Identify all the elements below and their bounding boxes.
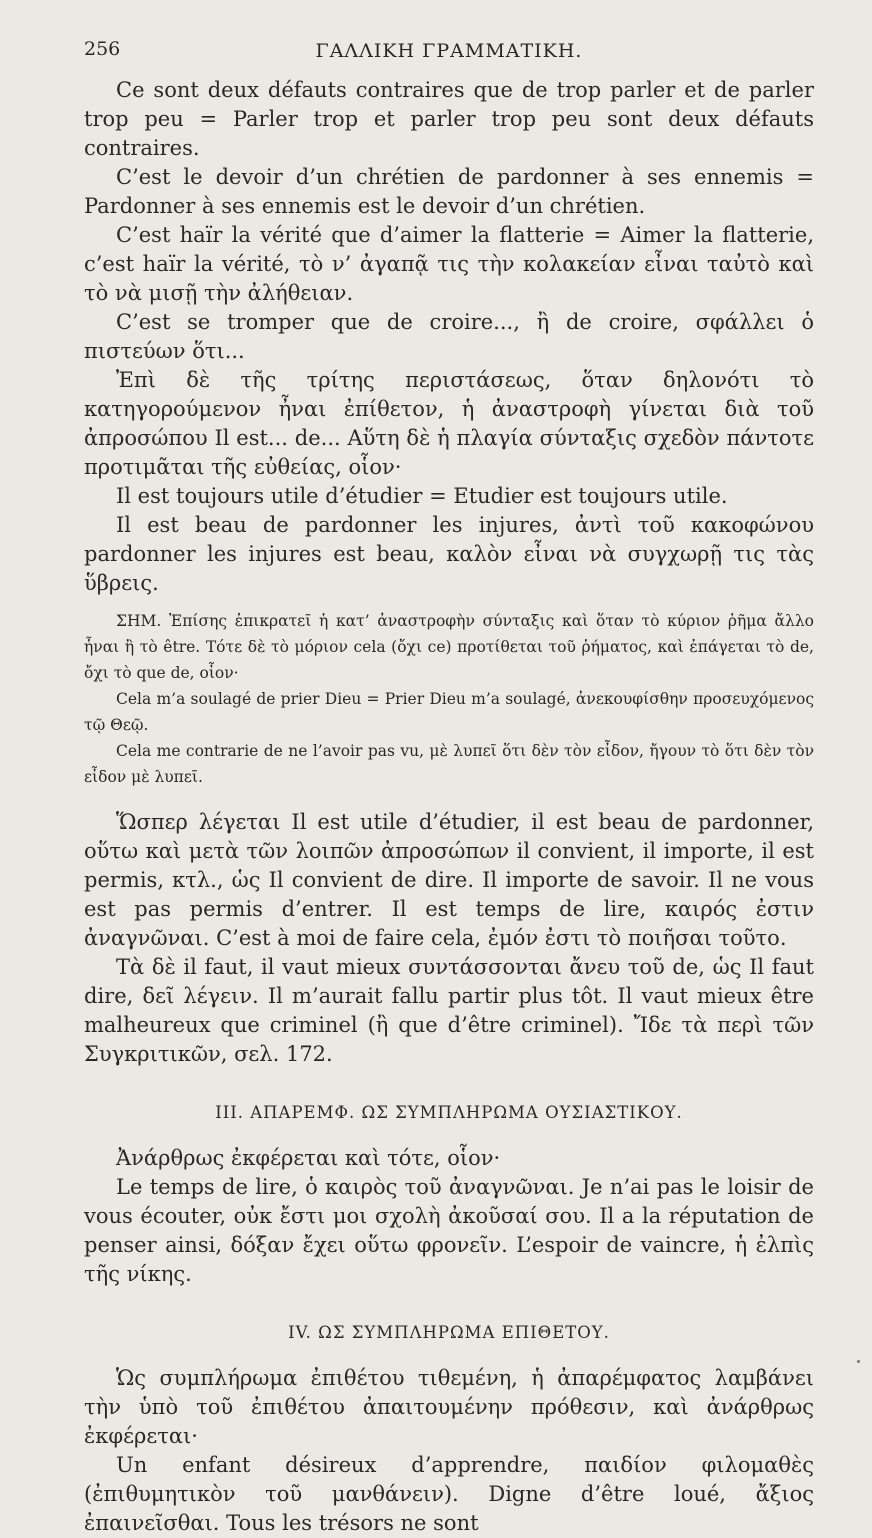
page-header: [84, 38, 814, 68]
section-3-paragraph-1: Ἀνάρθρως ἐκφέρεται καὶ τότε, οἷον·: [116, 1146, 501, 1170]
section-4-paragraph-2: Un enfant désireux d’apprendre, παιδίον φιλομαθὲς (ἐπιθυμητικὸν τοῦ μανθάνειν). Digne d’être loué, ἄξιος ἐπαινεῖσθαι. Tous les trésors ne sont: [84, 1453, 814, 1535]
paragraph-1: Ce sont deux défauts contraires que de trop parler et de parler trop peu = Parler trop et parler trop peu sont deux défauts contraires.: [84, 78, 814, 160]
running-title: ΓΑΛΛΙΚΗ ΓΡΑΜΜΑΤΙΚΗ.: [315, 40, 583, 62]
note-line-1: [84, 608, 814, 686]
paragraph-6: Il est toujours utile d’étudier = Etudier est toujours utile.: [116, 484, 728, 508]
note-text-1: Ἐπίσης ἐπικρατεῖ ἡ κατ’ ἀναστροφὴν σύνταξις καὶ ὅταν τὸ κύριον ῥῆμα ἄλλο ἦναι ἢ τὸ être. Τότε δὲ τὸ μόριον cela (ὄχι ce) προτίθεται τοῦ ῥήματος, καὶ ἐπάγεται τὸ de, ὄχι τὸ que de, οἷον·: [84, 612, 814, 682]
paragraph-4: C’est se tromper que de croire..., ἢ de croire, σφάλλει ὁ πιστεύων ὅτι...: [84, 310, 814, 363]
paragraph-5: Ἐπὶ δὲ τῆς τρίτης περιστάσεως, ὅταν δηλονότι τὸ κατηγορούμενον ἦναι ἐπίθετον, ἡ ἀναστροφὴ γίνεται διὰ τοῦ ἀπροσώπου Il est... de... Αὕτη δὲ ἡ πλαγία σύνταξις σχεδὸν πάντοτε προτιμᾶται τῆς εὐθείας, οἷον·: [84, 368, 814, 479]
print-speck: [857, 1360, 860, 1363]
paragraph-3: C’est haïr la vérité que d’aimer la flatterie = Aimer la flatterie, c’est haïr la vérité, τὸ ν’ ἀγαπᾷ τις τὴν κολακείαν εἶναι ταὐτὸ καὶ τὸ νὰ μισῇ τὴν ἀλήθειαν.: [84, 223, 814, 305]
paragraph-8: Ὥσπερ λέγεται Il est utile d’étudier, il est beau de pardonner, οὕτω καὶ μετὰ τῶν λοιπῶν ἀπροσώπων il convient, il importe, il est permis, κτλ., ὡς Il convient de dire. Il importe de savoir. Il ne vous est pas permis d’entrer. Il est temps de lire, καιρός ἐστιν ἀναγνῶναι. C’est à moi de faire cela, ἐμόν ἐστι τὸ ποιῆσαι τοῦτο.: [84, 810, 814, 950]
section-3-title: III. ΑΠΑΡΕΜΦ. ΩΣ ΣΥΜΠΛΗΡΩΜΑ ΟΥΣΙΑΣΤΙΚΟΥ.: [215, 1103, 683, 1122]
page-number: 256: [84, 38, 121, 60]
paragraph-9: Τὰ δὲ il faut, il vaut mieux συντάσσονται ἄνευ τοῦ de, ὡς Il faut dire, δεῖ λέγειν. Il m’aurait fallu partir plus tôt. Il vaut mieux être malheureux que criminel (ἢ que d’être criminel). Ἴδε τὰ περὶ τῶν Συγκριτικῶν, σελ. 172.: [84, 955, 814, 1066]
paragraph-7: Il est beau de pardonner les injures, ἀντὶ τοῦ κακοφώνου pardonner les injures est beau, καλὸν εἶναι νὰ συγχωρῇ τις τὰς ὕβρεις.: [84, 513, 814, 595]
section-3-paragraph-2: Le temps de lire, ὁ καιρὸς τοῦ ἀναγνῶναι. Je n’ai pas le loisir de vous écouter, οὐκ ἔστι μοι σχολὴ ἀκοῦσαί σου. Il a la réputation de penser ainsi, δόξαν ἔχει οὕτω φρονεῖν. L’espoir de vaincre, ἡ ἐλπὶς τῆς νίκης.: [84, 1175, 814, 1286]
note-block: [84, 608, 814, 790]
note-line-2: Cela m’a soulagé de prier Dieu = Prier Dieu m’a soulagé, ἀνεκουφίσθην προσευχόμενος τῷ Θεῷ.: [84, 690, 814, 734]
note-label: ΣΗΜ.: [116, 612, 162, 630]
section-4-paragraph-1: Ὡς συμπλήρωμα ἐπιθέτου τιθεμένη, ἡ ἀπαρέμφατος λαμβάνει τὴν ὑπὸ τοῦ ἐπιθέτου ἀπαιτουμένην πρόθεσιν, καὶ ἀνάρθρως ἐκφέρεται·: [84, 1366, 814, 1448]
section-4-title: IV. ΩΣ ΣΥΜΠΛΗΡΩΜΑ ΕΠΙΘΕΤΟΥ.: [288, 1323, 610, 1342]
paragraph-2: C’est le devoir d’un chrétien de pardonner à ses ennemis = Pardonner à ses ennemis est le devoir d’un chrétien.: [84, 165, 814, 218]
note-line-3: Cela me contrarie de ne l’avoir pas vu, μὲ λυπεῖ ὅτι δὲν τὸν εἶδον, ἤγουν τὸ ὅτι δὲν τὸν εἶδον μὲ λυπεῖ.: [84, 742, 814, 786]
